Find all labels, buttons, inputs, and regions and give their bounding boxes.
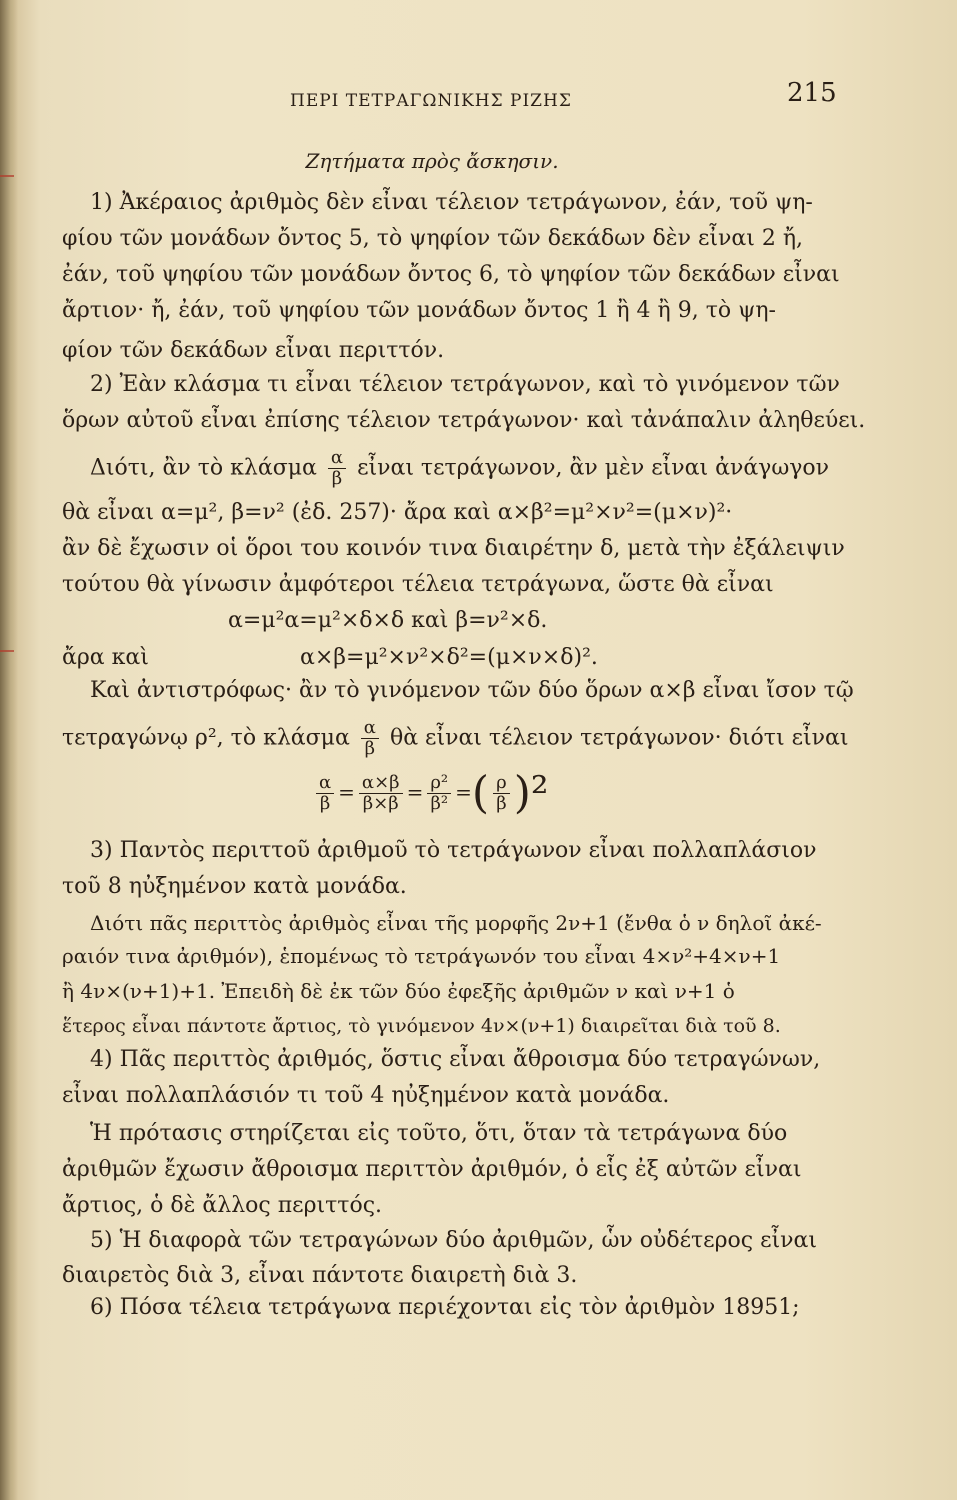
text-line: Ἡ πρότασις στηρίζεται εἰς τοῦτο, ὅτι, ὅταν τὰ τετράγωνα δύο	[90, 1121, 788, 1146]
section-title: Ζητήματα πρὸς ἄσκησιν.	[305, 149, 559, 173]
fraction-denominator: β	[364, 738, 376, 759]
margin-mark	[0, 175, 14, 177]
text-line: 2) Ἐὰν κλάσμα τι εἶναι τέλειον τετράγωνον, καὶ τὸ γινόμενον τῶν	[90, 372, 840, 397]
text-line: ἢ 4ν×(ν+1)+1. Ἐπειδὴ δὲ ἐκ τῶν δύο ἐφεξῆς ἀριθμῶν ν καὶ ν+1 ὁ	[62, 979, 735, 1003]
fraction-denominator: β	[319, 793, 331, 814]
display-equation	[312, 767, 549, 819]
text-line-with-fraction	[90, 448, 829, 489]
fraction	[316, 773, 334, 814]
text-line: 4) Πᾶς περιττὸς ἀριθμός, ὅστις εἶναι ἄθροισμα δύο τετραγώνων,	[90, 1047, 821, 1072]
left-paren: (	[471, 767, 490, 819]
text-line: 5) Ἡ διαφορὰ τῶν τετραγώνων δύο ἀριθμῶν, ὧν οὐδέτερος εἶναι	[90, 1228, 817, 1253]
text-line: εἶναι πολλαπλάσιόν τι τοῦ 4 ηὐξημένον κατὰ μονάδα.	[62, 1083, 670, 1108]
fraction-numerator: α	[316, 773, 334, 794]
fraction	[359, 773, 403, 814]
fraction-numerator: α	[328, 448, 346, 469]
text-line: ἄρτιος, ὁ δὲ ἄλλος περιττός.	[62, 1193, 383, 1218]
text-line: ὅρων αὐτοῦ εἶναι ἐπίσης τέλειον τετράγωνον· καὶ τἀνάπαλιν ἀληθεύει.	[62, 408, 866, 433]
text-segment: θὰ εἶναι τέλειον τετράγωνον· διότι εἶναι	[389, 725, 849, 751]
text-line: θὰ εἶναι α=μ², β=ν² (ἐδ. 257)· ἄρα καὶ α×β²=μ²×ν²=(μ×ν)²·	[62, 500, 733, 525]
fraction	[361, 718, 379, 759]
text-line: 1) Ἀκέραιος ἀριθμὸς δὲν εἶναι τέλειον τετράγωνον, ἐάν, τοῦ ψη-	[90, 190, 813, 215]
equals-sign: =	[455, 780, 472, 804]
text-line: 3) Παντὸς περιττοῦ ἀριθμοῦ τὸ τετράγωνον εἶναι πολλαπλάσιον	[90, 838, 817, 863]
text-line: τοῦ 8 ηὐξημένον κατὰ μονάδα.	[62, 874, 407, 899]
equation: α=μ²α=μ²×δ×δ καὶ β=ν²×δ.	[228, 608, 548, 633]
text-line: διαιρετὸς διὰ 3, εἶναι πάντοτε διαιρετὴ διὰ 3.	[62, 1263, 578, 1288]
equals-sign: =	[406, 780, 424, 804]
text-segment: τετραγώνῳ ρ², τὸ κλάσμα	[62, 725, 350, 751]
text-line: ἂν δὲ ἔχωσιν οἱ ὅροι του κοινόν τινα διαιρέτην δ, μετὰ τὴν ἐξάλειψιν	[62, 536, 845, 561]
text-line: ἄρτιον· ἤ, ἐάν, τοῦ ψηφίου τῶν μονάδων ὄντος 1 ἢ 4 ἢ 9, τὸ ψη-	[62, 298, 776, 323]
page-number: 215	[787, 78, 837, 108]
text-line-with-fraction	[62, 718, 848, 759]
text-line: 6) Πόσα τέλεια τετράγωνα περιέχονται εἰς τὸν ἀριθμὸν 18951;	[90, 1295, 800, 1320]
running-title: ΠΕΡΙ ΤΕΤΡΑΓΩΝΙΚΗΣ ΡΙΖΗΣ	[290, 91, 572, 111]
text-line: ἀριθμῶν ἔχωσιν ἄθροισμα περιττὸν ἀριθμόν, ὁ εἷς ἐξ αὐτῶν εἶναι	[62, 1157, 802, 1182]
text-line: ραιόν τινα ἀριθμόν), ἑπομένως τὸ τετράγωνόν του εἶναι 4×ν²+4×ν+1	[62, 944, 781, 968]
fraction-numerator: α	[361, 718, 379, 739]
fraction-numerator: ρ²	[427, 773, 451, 794]
text-segment: Διότι, ἂν τὸ κλάσμα	[90, 455, 317, 481]
text-line: ἕτερος εἶναι πάντοτε ἄρτιος, τὸ γινόμενον 4ν×(ν+1) διαιρεῖται διὰ τοῦ 8.	[62, 1015, 781, 1037]
fraction-numerator: α×β	[359, 773, 403, 794]
text-line: φίον τῶν δεκάδων εἶναι περιττόν.	[62, 338, 445, 363]
right-paren-squared: )²	[513, 767, 549, 819]
margin-mark	[0, 650, 14, 652]
text-line: ἐάν, τοῦ ψηφίου τῶν μονάδων ὄντος 6, τὸ ψηφίον τῶν δεκάδων εἶναι	[62, 262, 840, 287]
fraction-numerator: ρ	[493, 773, 510, 794]
fraction	[427, 773, 451, 814]
fraction-denominator: β²	[430, 793, 449, 814]
equals-sign: =	[338, 780, 355, 804]
text-segment: εἶναι τετράγωνον, ἂν μὲν εἶναι ἀνάγωγον	[357, 455, 830, 481]
text-segment: ἄρα καὶ	[62, 645, 149, 670]
fraction	[328, 448, 346, 489]
text-line: Διότι πᾶς περιττὸς ἀριθμὸς εἶναι τῆς μορφῆς 2ν+1 (ἔνθα ὁ ν δηλοῖ ἀκέ-	[90, 911, 822, 935]
fraction-denominator: β	[496, 793, 507, 814]
text-line: φίου τῶν μονάδων ὄντος 5, τὸ ψηφίον τῶν δεκάδων δὲν εἶναι 2 ἤ,	[62, 226, 803, 251]
fraction-denominator: β	[331, 468, 343, 489]
page-gutter-shadow	[0, 0, 18, 1500]
text-line: τούτου θὰ γίνωσιν ἀμφότεροι τέλεια τετράγωνα, ὥστε θὰ εἶναι	[62, 572, 774, 597]
fraction	[493, 773, 510, 814]
fraction-denominator: β×β	[362, 793, 399, 814]
equation: α×β=μ²×ν²×δ²=(μ×ν×δ)².	[300, 645, 598, 670]
text-line: Καὶ ἀντιστρόφως· ἂν τὸ γινόμενον τῶν δύο ὅρων α×β εἶναι ἴσον τῷ	[90, 678, 854, 703]
